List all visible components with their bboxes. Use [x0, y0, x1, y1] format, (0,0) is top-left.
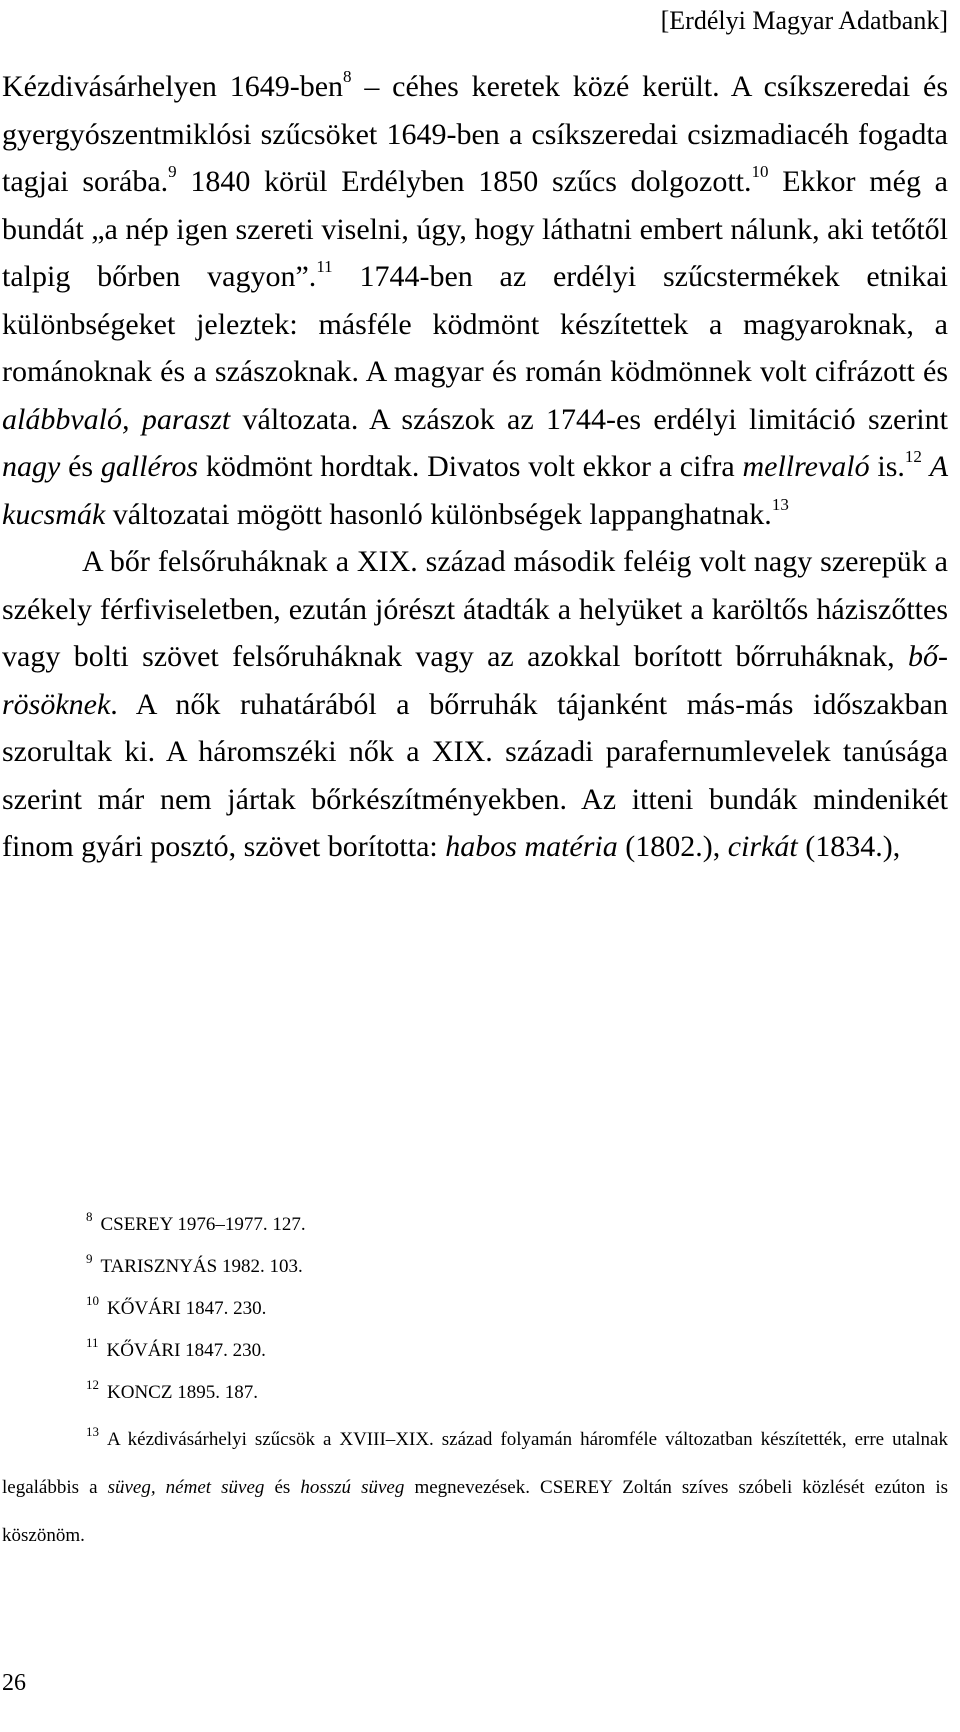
italic-term: mellrevaló [742, 450, 870, 483]
footnote-number: 12 [86, 1377, 99, 1392]
footnote-text: KŐVÁRI 1847. 230. [107, 1298, 267, 1319]
text-run: . A nők ruhatárából a bőrruhák tájanként más-más időszakban szorultak ki. A háromszéki nők a XIX. századi parafernumlevelek tanúsága szerint már nem jártak bőrkészítményekben. Az itteni bundák mindenikét finom gyári posztó, szövet borította: [2, 687, 948, 863]
text-run [922, 450, 930, 483]
footnote-11 [2, 1330, 948, 1372]
footnote-8 [2, 1204, 948, 1246]
footnotes [2, 1204, 948, 1560]
page-header: [Erdélyi Magyar Adatbank] [660, 6, 948, 35]
italic-term: hosszú süveg [300, 1477, 405, 1498]
text-run: változata. A szászok az 1744-es erdélyi limitáció szerint [230, 402, 948, 436]
footnote-text: és [264, 1477, 301, 1498]
text-run: is. [869, 450, 905, 483]
italic-term: alábbvaló, paraszt [2, 402, 231, 436]
footnote-text: KŐVÁRI 1847. 230. [106, 1340, 266, 1361]
italic-term: galléros [100, 450, 199, 483]
footnote-number: 8 [86, 1209, 93, 1224]
footnote-number: 9 [86, 1251, 93, 1266]
text-run: változatai mögött hasonló különbségek lappanghatnak. [105, 497, 772, 531]
page-number: 26 [2, 1670, 26, 1696]
footnote-text: A kézdivásárhelyi szűcsök a XVIII–XIX. század folyamán háromféle változatban készítették, erre utalnak legalábbis a [2, 1429, 948, 1498]
text-run: (1802.), [617, 830, 728, 863]
footnote-text: KONCZ 1895. 187. [107, 1382, 258, 1403]
footnote-9 [2, 1246, 948, 1288]
footnote-ref-12: 12 [904, 447, 922, 466]
text-run: ködmönt hordtak. Divatos volt ekkor a cifra [198, 450, 743, 483]
text-run: A bőr felsőruháknak a XIX. század második feléig volt nagy szerepük a székely férfiviseletben, ezután jórészt átadták a helyüket a karöltős háziszőttes vagy bolti szövet felsőruháknak vagy az azokkal borított bőrruháknak, [2, 545, 948, 673]
footnote-ref-8: 8 [343, 67, 352, 86]
italic-term: süveg, német süveg [107, 1477, 265, 1498]
italic-term: A kucsmák [2, 450, 949, 531]
footnote-number: 10 [86, 1293, 99, 1308]
footnote-ref-11: 11 [316, 257, 333, 276]
footnote-12 [2, 1372, 948, 1414]
text-run: és [60, 450, 101, 483]
body-text [2, 63, 948, 871]
text-run: Kézdivásárhelyen 1649-ben [2, 70, 344, 103]
text-run: – céhes keretek közé került. A csíkszeredai és gyergyószentmiklósi szűcsöket 1649-ben a csíkszeredai csizmadiacéh fogadta tagjai sorába. [2, 70, 949, 198]
italic-term: bőrösöknek [2, 640, 948, 721]
footnote-text: TARISZNYÁS 1982. 103. [100, 1256, 303, 1277]
footnote-ref-10: 10 [751, 162, 769, 181]
text-run: 1744-ben az erdélyi szűcstermékek etnikai különbségeket jeleztek: másféle ködmönt készítettek a magyaroknak, a románoknak és a szászoknak. A magyar és román ködmönnek volt cifrázott és [2, 260, 948, 388]
footnote-text: megnevezések. CSEREY Zoltán szíves szóbeli közlését ezúton is köszönöm. [2, 1477, 948, 1546]
footnote-10 [2, 1288, 948, 1330]
footnote-number: 11 [86, 1335, 99, 1350]
text-run: Ekkor még a bundát „a nép igen szereti viselni, úgy, hogy láthatni embert nálunk, aki tetőtől talpig bőrben vagyon”. [2, 165, 948, 293]
text-run: 1840 körül Erdélyben 1850 szűcs dolgozott. [176, 165, 752, 198]
italic-term: nagy [2, 450, 61, 483]
italic-term: habos matéria [445, 830, 618, 863]
footnote-13 [2, 1416, 948, 1560]
footnote-ref-9: 9 [168, 162, 177, 181]
footnote-ref-13: 13 [771, 494, 789, 514]
text-run: (1834.), [797, 830, 901, 863]
italic-term: cirkát [727, 830, 798, 863]
footnote-number: 13 [86, 1424, 99, 1439]
footnote-text: CSEREY 1976–1977. 127. [100, 1214, 306, 1235]
paragraph-1 [2, 63, 948, 538]
paragraph-2 [2, 538, 948, 871]
